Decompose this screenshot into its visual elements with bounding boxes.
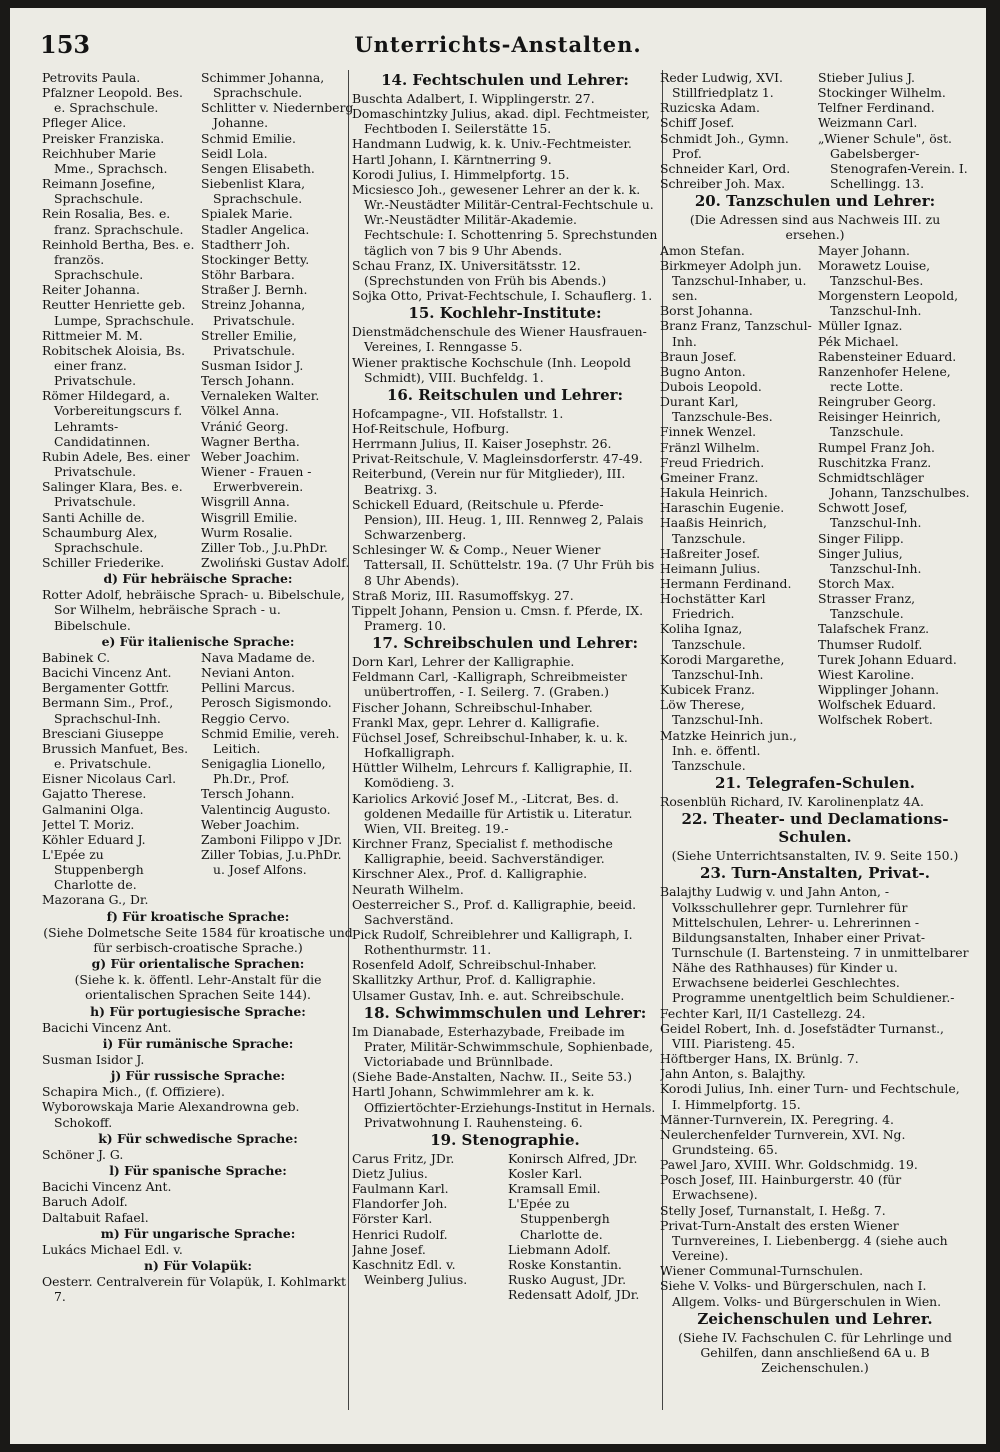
section-e-heading: e) Für italienische Sprache: — [101, 633, 295, 649]
section-k-heading: k) Für schwedische Sprache: — [98, 1130, 298, 1146]
entry: Brussich Manfuet, Bes. e. Privatschule. — [42, 740, 189, 772]
entry: Tersch Johann. — [201, 373, 295, 389]
entry: Ziller Tob., J.u.PhDr. — [201, 539, 328, 555]
entry: Rittmeier M. M. — [42, 327, 143, 343]
entry: Ruzicska Adam. — [660, 100, 760, 116]
entry: Strasser Franz, Tanzschule. — [818, 591, 916, 622]
section-21-list — [660, 794, 970, 809]
entry: Reinhold Bertha, Bes. e. französ. Sprachschule. — [42, 236, 195, 283]
entry: Tersch Johann. — [201, 786, 295, 802]
entry: Wiener Communal-Turnschulen. — [660, 1263, 864, 1279]
entry: Redensatt Adolf, JDr. — [508, 1287, 640, 1303]
entry: Galmanini Olga. — [42, 801, 144, 817]
entry: Buschta Adalbert, I. Wipplingerstr. 27. — [352, 91, 595, 106]
column-2 — [352, 70, 658, 1430]
entry: Haßreiter Josef. — [660, 545, 761, 561]
entry: Hartl Johann, I. Kärntnerring 9. — [352, 151, 552, 167]
section-20-note: (Die Adressen sind aus Nachweis III. zu ersehen.) — [689, 212, 941, 243]
entry: Jahn Anton, s. Balajthy. — [660, 1066, 806, 1082]
entry: Gajatto Therese. — [42, 786, 147, 802]
entry: Wiener praktische Kochschule (Inh. Leopold Schmidt), VIII. Buchfeldg. 1. — [352, 354, 631, 385]
section-g-heading: g) Für orientalische Sprachen: — [91, 956, 305, 972]
entry: Schmid Emilie. — [201, 130, 296, 146]
entry: Faulmann Karl. — [352, 1181, 449, 1197]
entry: Ranzenhofer Helene, recte Lotte. — [818, 363, 951, 394]
entry: Daltabuit Rafael. — [42, 1209, 149, 1225]
entry: Weizmann Carl. — [818, 115, 918, 131]
entry: Höftberger Hans, IX. Brünlg. 7. — [660, 1051, 859, 1067]
entry: Heimann Julius. — [660, 560, 761, 576]
entry: Morawetz Louise, Tanzschul-Bes. — [818, 257, 931, 288]
entry: Fechter Karl, II/1 Castellezg. 24. — [660, 1005, 866, 1021]
entry: Kirschner Alex., Prof. d. Kalligraphie. — [352, 866, 588, 882]
entry: Straß Moriz, III. Rasumoffskyg. 27. — [352, 587, 574, 603]
entry: Frankl Max, gepr. Lehrer d. Kalligrafie. — [352, 714, 600, 730]
entry: Konirsch Alfred, JDr. — [508, 1150, 638, 1166]
entry: Streller Emilie, Privatschule. — [201, 327, 297, 358]
entry: Oesterreicher S., Prof. d. Kalligraphie, beeid. Sachverständ. — [352, 896, 637, 927]
entry: Seidl Lola. — [201, 145, 268, 161]
entry: Posch Josef, III. Hainburgerstr. 40 (für Erwachsene). — [660, 1172, 902, 1203]
entry: Korodi Julius, I. Himmelpfortg. 15. — [352, 166, 570, 182]
section-l-heading: l) Für spanische Sprache: — [109, 1163, 287, 1179]
entry: Stadtherr Joh. — [201, 236, 291, 252]
entry: Schöner J. G. — [42, 1146, 124, 1162]
stenography-list-right — [818, 70, 970, 191]
names-list-left — [42, 70, 195, 570]
entry: Schreiber Joh. Max. — [660, 176, 786, 192]
running-title: Unterrichts-Anstalten. — [354, 32, 642, 57]
section-15-list — [352, 324, 658, 385]
zeichenschulen-heading: Zeichenschulen und Lehrer. — [697, 1309, 933, 1328]
names-list-right — [201, 70, 354, 570]
entry: „Wiener Schule", öst. Gabelsberger-Stenografen-Verein. I. Schellingg. 13. — [818, 130, 968, 192]
entry: Rumpel Franz Joh. — [818, 439, 935, 455]
section-e-list-right — [201, 650, 354, 908]
entry: Micsiesco Joh., gewesener Lehrer an der k. k. Wr.-Neustädter Militär-Central-Fechtschule u. Wr.-Neustädter Militär-Akademie. Fechtschule: I. Schottenring 5. Sprechstunden täglich von 7 bis 9 Uhr Abends. — [352, 181, 658, 258]
entry: Wyborowskaja Marie Alexandrowna geb. Schokoff. — [42, 1099, 300, 1130]
entry: Balajthy Ludwig v. und Jahn Anton, -Volksschullehrer gepr. Turnlehrer für Mittelschulen, Lehrer- u. Lehrerinnen - Bildungsanstalten, Inhaber einer Privat-Turnschule (I. Bartensteing. 7 in unmittelbarer Nähe des Rathhauses) für Kinder u. Erwachsene beiderlei Geschlechtes. Programme unentgeltlich beim Schuldiener.- — [660, 884, 969, 1006]
entry: Telfner Ferdinand. — [818, 100, 935, 116]
entry: Weber Joachim. — [201, 448, 300, 464]
entry: Herrmann Julius, II. Kaiser Josephstr. 26. — [352, 436, 612, 452]
entry: Neviani Anton. — [201, 665, 295, 681]
entry: Rabensteiner Eduard. — [818, 348, 957, 364]
entry: Privat-Turn-Anstalt des ersten Wiener Turnvereines, I. Liebenbergg. 4 (siehe auch Vereine). — [660, 1217, 948, 1264]
entry: Pék Michael. — [818, 333, 899, 349]
entry: Müller Ignaz. — [818, 318, 903, 334]
entry: Pick Rudolf, Schreiblehrer und Kalligraph, I. Rothenthurmstr. 11. — [352, 926, 633, 958]
entry: Petrovits Paula. — [42, 70, 141, 85]
entry: Matzke Heinrich jun., Inh. e. öffentl. Tanzschule. — [660, 727, 797, 773]
section-m-heading: m) Für ungarische Sprache: — [100, 1225, 296, 1241]
section-16-heading: 16. Reitschulen und Lehrer: — [386, 385, 624, 404]
entry: Reisinger Heinrich, Tanzschule. — [818, 409, 941, 440]
entry: Füchsel Josef, Schreibschul-Inhaber, k. u. k. Hofkalligraph. — [352, 729, 628, 761]
entry: Wiener - Frauen - Erwerbverein. — [201, 464, 312, 495]
entry: Dubois Leopold. — [660, 378, 762, 394]
entry: Bacichi Vincenz Ant. — [42, 1179, 172, 1195]
entry: Haraschin Eugenie. — [660, 500, 785, 516]
entry: Oesterr. Centralverein für Volapük, I. Kohlmarkt 7. — [42, 1274, 347, 1305]
entry: Roske Konstantin. — [508, 1256, 622, 1272]
entry: Mazorana G., Dr. — [42, 892, 149, 908]
entry: Siehe V. Volks- und Bürgerschulen, nach I. Allgem. Volks- und Bürgerschulen in Wien. — [660, 1278, 942, 1309]
section-n-list — [42, 1274, 354, 1304]
entry: Römer Hildegard, a. Vorbereitungscurs f. Lehramts-Candidatinnen. — [42, 388, 183, 449]
entry: Löw Therese, Tanzschul-Inh. — [660, 697, 764, 728]
section-16-list — [352, 406, 658, 633]
entry: Rosenfeld Adolf, Schreibschul-Inhaber. — [352, 957, 597, 973]
section-h-list — [42, 1020, 354, 1035]
entry: Ruschitzka Franz. — [818, 454, 932, 470]
entry: Reingruber Georg. — [818, 394, 937, 410]
entry: Wurm Rosalie. — [201, 524, 293, 540]
section-j-heading: j) Für russische Sprache: — [110, 1068, 286, 1084]
section-n-heading: n) Für Volapük: — [144, 1258, 252, 1274]
section-d-heading: d) Für hebräische Sprache: — [103, 571, 293, 587]
entry: Reder Ludwig, XVI. Stillfriedplatz 1. — [660, 70, 783, 101]
entry: Stieber Julius J. — [818, 70, 915, 85]
entry: Singer Filipp. — [818, 530, 904, 546]
entry: Korodi Margarethe, Tanzschul-Inh. — [660, 651, 785, 682]
zeichenschulen-note: (Siehe IV. Fachschulen C. für Lehrlinge und Gehilfen, dann anschließend 6A u. B Zeichenschulen.) — [678, 1329, 952, 1376]
entry: Mayer Johann. — [818, 242, 910, 258]
entry: Salinger Klara, Bes. e. Privatschule. — [42, 479, 183, 510]
entry: Köhler Eduard J. — [42, 831, 146, 847]
entry: Sojka Otto, Privat-Fechtschule, I. Schauflerg. 1. — [352, 288, 653, 304]
section-f-note: (Siehe Dolmetsche Seite 1584 für kroatische und für serbisch-croatische Sprache.) — [43, 924, 353, 955]
entry: Schlesinger W. & Comp., Neuer Wiener Tattersall, II. Schüttelstr. 19a. (7 Uhr Früh bis 8 Uhr Abends). — [352, 542, 655, 588]
entry: Schmidt Joh., Gymn. Prof. — [660, 130, 789, 161]
entry: Neulerchenfelder Turnverein, XVI. Ng. Grundsteing. 65. — [660, 1126, 906, 1157]
entry: Wiest Karoline. — [818, 666, 915, 682]
section-17-heading: 17. Schreibschulen und Lehrer: — [372, 634, 638, 653]
entry: Morgenstern Leopold, Tanzschul-Inh. — [818, 288, 959, 319]
entry: Stöhr Barbara. — [201, 267, 295, 283]
section-18-list — [352, 1024, 658, 1130]
section-19-list-right — [508, 1151, 658, 1303]
entry: Feldmann Carl, -Kalligraph, Schreibmeister unübertroffen, - I. Seilerg. 7. (Graben.) — [352, 669, 627, 700]
entry: Hochstätter Karl Friedrich. — [660, 591, 766, 622]
entry: Straßer J. Bernh. — [201, 282, 308, 298]
entry: Wisgrill Emilie. — [201, 509, 298, 525]
entry: Geidel Robert, Inh. d. Josefstädter Turnanst., VIII. Piaristeng. 45. — [660, 1020, 944, 1051]
section-15-heading: 15. Kochlehr-Institute: — [408, 304, 602, 323]
entry: Völkel Anna. — [201, 403, 280, 419]
entry: Streinz Johanna, Privatschule. — [201, 297, 306, 328]
entry: Rubin Adele, Bes. einer Privatschule. — [42, 448, 190, 480]
section-e-list-left — [42, 650, 195, 908]
section-m-list — [42, 1242, 354, 1257]
entry: Haaßis Heinrich, Tanzschule. — [660, 515, 767, 546]
entry: Kariolics Arković Josef M., -Litcrat, Bes. d. goldenen Medaille für Artistik u. Literatur. Wien, VII. Breiteg. 19.- — [352, 790, 633, 836]
section-22-note: (Siehe Unterrichtsanstalten, IV. 9. Seite 150.) — [671, 848, 959, 864]
entry: Singer Julius, Tanzschul-Inh. — [818, 545, 922, 576]
entry: Bacichi Vincenz Ant. — [42, 1019, 172, 1035]
section-19-block — [352, 1151, 658, 1303]
entry: Turek Johann Eduard. — [818, 651, 957, 667]
section-d-list — [42, 587, 354, 632]
entry: Perosch Sigismondo. — [201, 695, 332, 711]
section-17-list — [352, 654, 658, 1003]
entry: Robitschek Aloisia, Bs. einer franz. Privatschule. — [42, 342, 186, 389]
section-l-list — [42, 1179, 354, 1224]
document-page — [10, 8, 986, 1444]
entry: Schlitter v. Niedernberg Johanne. — [201, 100, 354, 131]
entry: Ulsamer Gustav, Inh. e. aut. Schreibschule. — [352, 987, 625, 1003]
entry: Vránić Georg. — [201, 418, 289, 434]
entry: Hüttler Wilhelm, Lehrcurs f. Kalligraphie, II. Komödieng. 3. — [352, 760, 633, 791]
page-header — [10, 26, 986, 66]
entry: Stockinger Betty. — [201, 251, 310, 267]
section-21-heading: 21. Telegrafen-Schulen. — [715, 774, 915, 793]
entry: Reutter Henriette geb. Lumpe, Sprachschule. — [42, 297, 195, 328]
entry: Männer-Turnverein, IX. Peregring. 4. — [660, 1111, 894, 1127]
section-23-heading: 23. Turn-Anstalten, Privat-. — [700, 864, 930, 883]
section-e-block — [42, 650, 354, 908]
entry: Bresciani Giuseppe — [42, 725, 164, 741]
section-18-heading: 18. Schwimmschulen und Lehrer: — [363, 1003, 647, 1022]
entry: Im Dianabade, Esterhazybade, Freibade im Prater, Militär-Schwimmschule, Sophienbade, Victoriabade und Brünnlbade. — [352, 1023, 654, 1070]
entry: Zamboni Filippo v JDr. — [201, 831, 343, 847]
entry: Fränzl Wilhelm. — [660, 439, 760, 455]
entry: Kramsall Emil. — [508, 1181, 601, 1197]
entry: Wolfschek Eduard. — [818, 697, 937, 713]
entry: Hofcampagne-, VII. Hofstallstr. 1. — [352, 405, 564, 421]
entry: Bermann Sim., Prof., Sprachschul-Inh. — [42, 695, 174, 726]
entry: Nava Madame de. — [201, 649, 316, 665]
entry: Eisner Nicolaus Carl. — [42, 771, 177, 787]
entry: Reimann Josefine, Sprachschule. — [42, 176, 156, 207]
entry: Birkmeyer Adolph jun. Tanzschul-Inhaber, u. sen. — [660, 257, 807, 304]
section-i-heading: i) Für rumänische Sprache: — [102, 1035, 294, 1051]
entry: Santi Achille de. — [42, 509, 145, 525]
section-f-heading: f) Für kroatische Sprache: — [106, 908, 290, 924]
entry: Korodi Julius, Inh. einer Turn- und Fechtschule, I. Himmelpfortg. 15. — [660, 1081, 960, 1112]
entry: Borst Johanna. — [660, 303, 753, 319]
entry: Liebmann Adolf. — [508, 1241, 611, 1257]
page-number: 153 — [40, 30, 91, 59]
section-19-heading: 19. Stenographie. — [430, 1130, 580, 1149]
entry: Schaumburg Alex, Sprachschule. — [42, 524, 158, 555]
section-19-list-left — [352, 1151, 502, 1303]
entry: Koliha Ignaz, Tanzschule. — [660, 621, 746, 652]
entry: Schapira Mich., (f. Offiziere). — [42, 1084, 225, 1100]
entry: Rosenblüh Richard, IV. Karolinenplatz 4A. — [660, 794, 924, 810]
entry: Pawel Jaro, XVIII. Whr. Goldschmidg. 19. — [660, 1157, 918, 1173]
entry: Handmann Ludwig, k. k. Univ.-Fechtmeister. — [352, 136, 632, 152]
entry: Valentincig Augusto. — [201, 801, 331, 817]
entry: Lukács Michael Edl. v. — [42, 1241, 183, 1257]
entry: Schau Franz, IX. Universitätsstr. 12. (Sprechstunden von Früh bis Abends.) — [352, 257, 607, 288]
entry: Schimmer Johanna, Sprachschule. — [201, 70, 325, 101]
entry: Zwoliński Gustav Adolf. — [201, 555, 350, 570]
entry: Dienstmädchenschule des Wiener Hausfrauen-Vereines, I. Renngasse 5. — [352, 324, 647, 355]
entry: Reiter Johanna. — [42, 282, 140, 298]
entry: Kosler Karl. — [508, 1166, 583, 1181]
section-23-list — [660, 884, 970, 1308]
entry: Baruch Adolf. — [42, 1194, 128, 1210]
entry: Dietz Julius. — [352, 1166, 428, 1181]
entry: Vernaleken Walter. — [201, 388, 320, 404]
entry: Susman Isidor J. — [42, 1052, 145, 1067]
section-k-list — [42, 1147, 354, 1162]
entry: Wolfschek Robert. — [818, 712, 933, 728]
column-3 — [660, 70, 970, 1430]
entry: Durant Karl, Tanzschule-Bes. — [660, 394, 773, 425]
names-block-c — [42, 70, 354, 570]
entry: Jahne Josef. — [352, 1241, 426, 1257]
entry: Tippelt Johann, Pension u. Cmsn. f. Pferde, IX. Pramerg. 10. — [352, 602, 644, 633]
entry: Storch Max. — [818, 576, 895, 591]
entry: Kirchner Franz, Specialist f. methodische Kalligraphie, beeid. Sachverständiger. — [352, 836, 613, 867]
section-20-heading: 20. Tanzschulen und Lehrer: — [694, 192, 936, 211]
entry: Siebenlist Klara, Sprachschule. — [201, 176, 306, 207]
entry: Fischer Johann, Schreibschul-Inhaber. — [352, 699, 593, 715]
entry: Thumser Rudolf. — [818, 636, 923, 652]
entry: Wipplinger Johann. — [818, 682, 940, 698]
entry: Stockinger Wilhelm. — [818, 85, 946, 101]
entry: Hartl Johann, Schwimmlehrer am k. k. Offiziertöchter-Erziehungs-Institut in Hernals. Privatwohnung I. Rauhensteing. 6. — [352, 1084, 656, 1130]
entry: (Siehe Bade-Anstalten, Nachw. II., Seite 53.) — [352, 1069, 632, 1085]
entry: L'Epée zu Stuppenbergh Charlotte de. — [42, 846, 144, 893]
entry: Preisker Franziska. — [42, 130, 165, 146]
section-j-list — [42, 1084, 354, 1129]
entry: Schmidtschläger Johann, Tanzschulbes. — [818, 469, 970, 501]
entry: Amon Stefan. — [660, 242, 745, 258]
entry: L'Epée zu Stuppenbergh Charlotte de. — [508, 1196, 610, 1242]
section-20-list-right — [818, 243, 970, 773]
entry: Finnek Wenzel. — [660, 424, 757, 440]
entry: Privat-Reitschule, V. Magleinsdorferstr. 47-49. — [352, 451, 643, 467]
entry: Kaschnitz Edl. v. Weinberg Julius. — [352, 1256, 468, 1288]
entry: Gmeiner Franz. — [660, 469, 759, 485]
entry: Kubicek Franz. — [660, 682, 755, 698]
entry: Hermann Ferdinand. — [660, 576, 792, 591]
entry: Hakula Heinrich. — [660, 485, 768, 501]
entry: Branz Franz, Tanzschul-Inh. — [660, 318, 812, 349]
entry: Susman Isidor J. — [201, 357, 304, 373]
entry: Flandorfer Joh. — [352, 1196, 448, 1212]
entry: Talafschek Franz. — [818, 621, 930, 637]
entry: Schmid Emilie, vereh. Leitich. — [201, 725, 340, 756]
column-1 — [42, 70, 354, 1430]
entry: Bugno Anton. — [660, 363, 746, 379]
entry: Stelly Josef, Turnanstalt, I. Heßg. 7. — [660, 1202, 886, 1218]
entry: Hof-Reitschule, Hofburg. — [352, 420, 510, 436]
stenography-list-left — [660, 70, 812, 191]
entry: Babinek C. — [42, 649, 111, 665]
entry: Schiller Friederike. — [42, 555, 165, 570]
entry: Bergamenter Gottfr. — [42, 680, 170, 696]
entry: Pellini Marcus. — [201, 680, 296, 696]
entry: Rein Rosalia, Bes. e. franz. Sprachschule. — [42, 206, 184, 237]
entry: Braun Josef. — [660, 348, 737, 364]
stenography-continued-block — [660, 70, 970, 191]
entry: Wagner Bertha. — [201, 433, 300, 449]
entry: Weber Joachim. — [201, 816, 300, 832]
entry: Sengen Elisabeth. — [201, 160, 315, 176]
entry: Reiterbund, (Verein nur für Mitglieder), III. Beatrixg. 3. — [352, 466, 626, 497]
entry: Schiff Josef. — [660, 115, 735, 131]
entry: Neurath Wilhelm. — [352, 881, 464, 897]
entry: Pfalzner Leopold. Bes. e. Sprachschule. — [42, 85, 183, 116]
section-22-heading: 22. Theater- und Declamations-Schulen. — [681, 810, 949, 847]
section-20-list-left — [660, 243, 812, 773]
entry: Schickell Eduard, (Reitschule u. Pferde-Pension), III. Heug. 1, III. Rennweg 2, Palais Schwarzenberg. — [352, 496, 644, 543]
section-14-list — [352, 91, 658, 303]
entry: Jettel T. Moriz. — [42, 816, 135, 832]
entry: Henrici Rudolf. — [352, 1226, 448, 1242]
entry: Wisgrill Anna. — [201, 494, 290, 510]
section-h-heading: h) Für portugiesische Sprache: — [90, 1003, 306, 1019]
entry: Reichhuber Marie Mme., Sprachsch. — [42, 145, 168, 176]
entry: Bacichi Vincenz Ant. — [42, 665, 172, 681]
entry: Stadler Angelica. — [201, 221, 310, 237]
entry: Senigaglia Lionello, Ph.Dr., Prof. — [201, 756, 326, 787]
entry: Rusko August, JDr. — [508, 1272, 627, 1288]
entry: Ziller Tobias, J.u.PhDr. u. Josef Alfons. — [201, 846, 342, 878]
entry: Carus Fritz, JDr. — [352, 1150, 455, 1166]
section-20-block — [660, 243, 970, 773]
entry: Reggio Cervo. — [201, 710, 290, 726]
entry: Rotter Adolf, hebräische Sprach- u. Bibelschule, Sor Wilhelm, hebräische Sprach - u. Bibelschule. — [42, 587, 345, 633]
entry: Dorn Karl, Lehrer der Kalligraphie. — [352, 654, 575, 670]
entry: Schneider Karl, Ord. — [660, 160, 791, 176]
entry: Freud Friedrich. — [660, 454, 765, 470]
section-i-list — [42, 1052, 354, 1067]
entry: Schwott Josef, Tanzschul-Inh. — [818, 500, 922, 531]
entry: Skallitzky Arthur, Prof. d. Kalligraphie. — [352, 972, 596, 988]
entry: Domaschintzky Julius, akad. dipl. Fechtmeister, Fechtboden I. Seilerstätte 15. — [352, 106, 650, 137]
entry: Förster Karl. — [352, 1211, 433, 1227]
entry: Spialek Marie. — [201, 206, 293, 222]
entry: Pfleger Alice. — [42, 115, 127, 131]
section-g-note: (Siehe k. k. öffentl. Lehr-Anstalt für die orientalischen Sprachen Seite 144). — [74, 972, 322, 1003]
section-14-heading: 14. Fechtschulen und Lehrer: — [381, 71, 629, 89]
